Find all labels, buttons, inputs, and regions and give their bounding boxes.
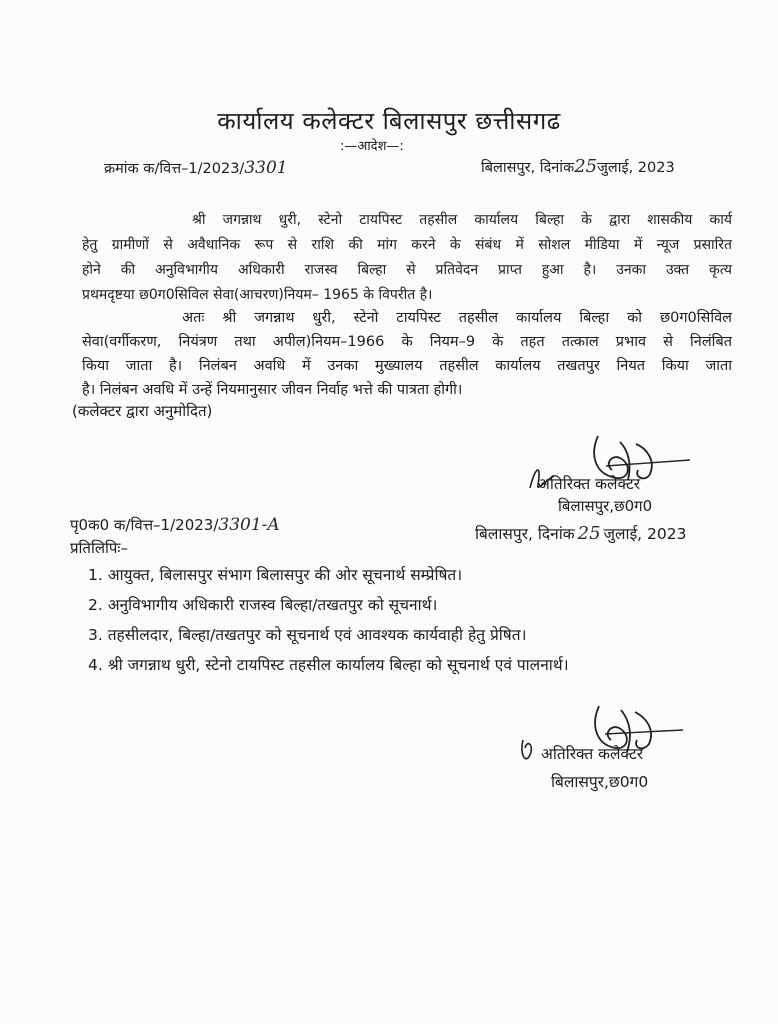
approval-note: (कलेक्टर द्वारा अनुमोदित)	[72, 402, 213, 420]
order-date-handwritten: 25	[574, 156, 598, 177]
signature-designation: अतिरिक्त कलेक्टर	[541, 745, 644, 763]
list-item: 4. श्री जगन्नाथ धुरी, स्टेनो टायपिस्ट तहसील कार्यालय बिल्हा को सूचनार्थ एवं पालनार्थ।	[88, 656, 569, 674]
list-item: 2. अनुविभागीय अधिकारी राजस्व बिल्हा/तखतपुर को सूचनार्थ।	[88, 596, 438, 614]
paragraph-line: श्री जगन्नाथ धुरी, स्टेनो टायपिस्ट तहसील कार्यालय बिल्हा के द्वारा शासकीय कार्य	[192, 212, 732, 228]
endorsement-date-handwritten: 25	[577, 523, 601, 544]
endorsement-number-prefix: पृ0क0 क/वित्त–1/2023/	[70, 516, 219, 534]
paragraph-line: प्रथमदृष्टया छ0ग0सिविल सेवा(आचरण)नियम– 1965 के विपरीत है।	[82, 287, 433, 303]
signature-block-2	[515, 700, 705, 800]
paragraph-line: होने की अनुविभागीय अधिकारी राजस्व बिल्हा से प्रतिवेदन प्राप्त हुआ है। उनका उक्त कृत्य	[82, 262, 732, 278]
list-item: 1. आयुक्त, बिलासपुर संभाग बिलासपुर की ओर सूचनार्थ सम्प्रेषित।	[88, 566, 463, 584]
signature-place: बिलासपुर,छ0ग0	[551, 773, 649, 791]
paragraph-2	[82, 306, 732, 402]
order-number-prefix: क्रमांक क/वित्त–1/2023/	[104, 161, 245, 177]
order-heading: :—आदेश—:	[340, 139, 404, 154]
paragraph-line: हेतु ग्रामीणों से अवैधानिक रूप से राशि की मांग करने के संबंध में सोशल मीडिया में न्यूज प्रसारित	[82, 237, 732, 253]
recipient-list	[88, 560, 569, 680]
paragraph-line: अतः श्री जगन्नाथ धुरी, स्टेनो टायपिस्ट तहसील कार्यालय बिल्हा को छ0ग0सिविल	[182, 310, 732, 326]
paragraph-1	[82, 208, 732, 308]
list-item: 3. तहसीलदार, बिल्हा/तखतपुर को सूचनार्थ एवं आवश्यक कार्यवाही हेतु प्रेषित।	[88, 626, 527, 644]
order-number-handwritten: 3301	[244, 158, 288, 178]
endorsement-number-handwritten: 3301-A	[218, 515, 280, 535]
endorsement-date-prefix: बिलासपुर, दिनांक	[475, 525, 575, 543]
order-date	[481, 156, 675, 177]
signature-block-1	[520, 430, 710, 520]
order-number	[104, 158, 288, 178]
endorsement-date	[475, 522, 686, 544]
signature-place: बिलासपुर,छ0ग0	[558, 497, 653, 515]
endorsement-number	[70, 515, 280, 535]
paragraph-line: किया जाता है। निलंबन अवधि में उनका मुख्यालय तहसील कार्यालय तखतपुर नियत किया जाता	[82, 358, 732, 374]
order-date-suffix: जुलाई, 2023	[597, 160, 675, 176]
office-title: कार्यालय कलेक्टर बिलासपुर छत्तीसगढ	[217, 107, 561, 135]
endorsement-date-suffix: जुलाई, 2023	[603, 525, 687, 543]
paragraph-line: है। निलंबन अवधि में उन्हें नियमानुसार जीवन निर्वाह भत्ते की पात्रता होगी।	[82, 382, 463, 398]
signature-designation: अतिरिक्त कलेक्टर	[538, 475, 641, 493]
order-date-prefix: बिलासपुर, दिनांक	[481, 160, 575, 176]
copy-heading: प्रतिलिपिः–	[70, 539, 128, 557]
paragraph-line: सेवा(वर्गीकरण, नियंत्रण तथा अपील)नियम–1966 के नियम–9 के तहत तत्काल प्रभाव से निलंबित	[82, 334, 732, 350]
